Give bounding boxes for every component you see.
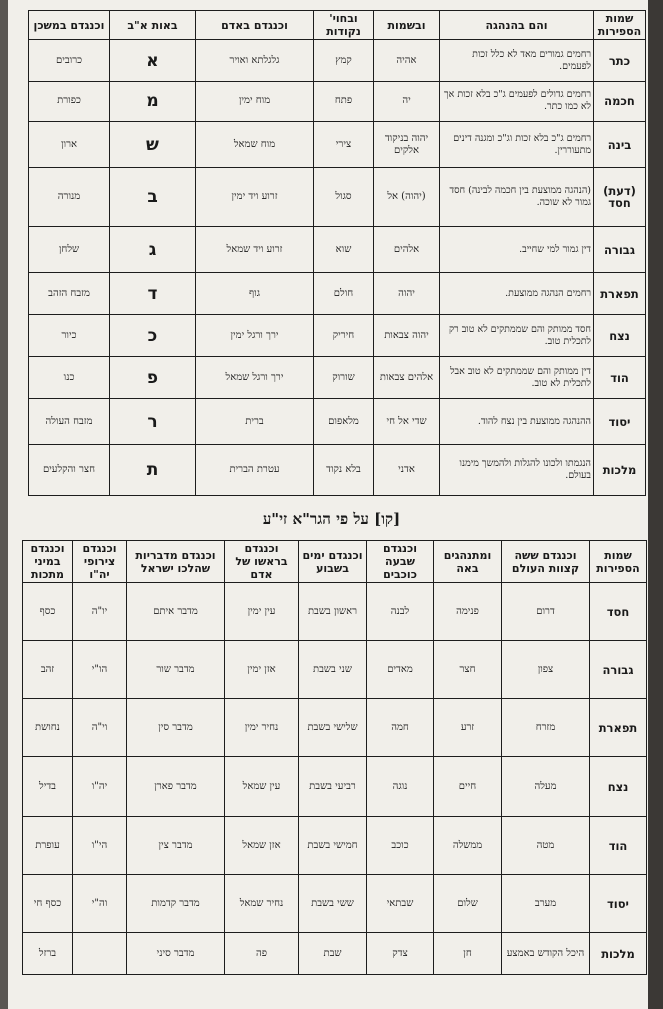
table2-cell: עין שמאל — [225, 757, 299, 817]
table1-cell: נצח — [594, 315, 646, 357]
table1-cell: ארון — [29, 121, 110, 167]
table-row — [29, 82, 646, 122]
table1-cell: חולם — [314, 273, 374, 315]
table2-cell: אזן שמאל — [225, 817, 299, 875]
table2-cell: מעלה — [502, 757, 590, 817]
table2-cell: כסף חי — [23, 875, 73, 933]
table2-cell: יסוד — [590, 875, 647, 933]
table1-cell: ת — [110, 445, 196, 496]
table-row — [29, 226, 646, 272]
table1-cell: דין ממותק והם שממתקים לא טוב אבל לתכלית לא טוב. — [440, 357, 594, 399]
table2-cell: זהב — [23, 641, 73, 699]
table-row — [23, 641, 647, 699]
table1-header-6: וכנגדם במשכן — [29, 11, 110, 40]
table2-header-8: וכנגדם במיני מתכות — [23, 541, 73, 583]
table2-cell: עופרת — [23, 817, 73, 875]
sefirot-correspondence-table — [22, 540, 647, 975]
table1-cell: אלהים צבאות — [374, 357, 440, 399]
table2-cell: נחיר ימין — [225, 699, 299, 757]
table2-cell: מדבר סין — [127, 699, 225, 757]
table1-cell: גבורה — [594, 226, 646, 272]
table1-cell: חסד ממותק והם שממתקים לא טוב רק לתכלית טוב. — [440, 315, 594, 357]
table-row — [23, 875, 647, 933]
table1-cell: יה — [374, 82, 440, 122]
table2-cell: שני בשבת — [299, 641, 367, 699]
table1-cell: בלא נקוד — [314, 445, 374, 496]
table1-cell: ד — [110, 273, 196, 315]
table1-cell: פתח — [314, 82, 374, 122]
table2-header-1: וכנגדם ששה קצוות העולם — [502, 541, 590, 583]
table1-cell: ההנהגה ממוצעת בין נצח להוד. — [440, 399, 594, 445]
table2-cell: חמישי בשבת — [299, 817, 367, 875]
table-row — [23, 757, 647, 817]
table2-cell: וי"ה — [73, 699, 127, 757]
table2-cell: נוגה — [367, 757, 434, 817]
table1-cell: מלאפום — [314, 399, 374, 445]
table2-cell: מלכות — [590, 933, 647, 975]
table2-header-2: ומתנהגים באה — [434, 541, 502, 583]
table1-cell: כ — [110, 315, 196, 357]
table1-cell: אהיה — [374, 40, 440, 82]
table1-cell: ירך ורגל שמאל — [196, 357, 314, 399]
table2-cell: מדבר צין — [127, 817, 225, 875]
table1-cell: רחמים הנהגה ממוצעת. — [440, 273, 594, 315]
table2-cell: שלישי בשבת — [299, 699, 367, 757]
table2-cell: גבורה — [590, 641, 647, 699]
table2-cell: מדבר קדמות — [127, 875, 225, 933]
table1-header-2: ובשמות — [374, 11, 440, 40]
table2-cell: שלום — [434, 875, 502, 933]
table-row — [29, 399, 646, 445]
table1-cell: א — [110, 40, 196, 82]
table2-cell: מטה — [502, 817, 590, 875]
table1-cell: חכמה — [594, 82, 646, 122]
table2-cell: חצר — [434, 641, 502, 699]
table2-header-6: וכנגדם מדבריות שהלכו ישראל — [127, 541, 225, 583]
table1-cell: מזבח הזהב — [29, 273, 110, 315]
table2-header-row — [23, 541, 647, 583]
table1-cell: ירך ורגל ימין — [196, 315, 314, 357]
table2-cell: צדק — [367, 933, 434, 975]
table1-cell: (הנהגה ממוצעת בין חכמה לבינה) חסד גמור לא שוכה. — [440, 168, 594, 227]
table2-cell: ראשון בשבת — [299, 583, 367, 641]
table2-header-4: וכנגדם ימים בשבוע — [299, 541, 367, 583]
table1-cell: כנו — [29, 357, 110, 399]
table1-cell: (יהוה) אל — [374, 168, 440, 227]
table2-cell — [73, 933, 127, 975]
table1-cell: כפורת — [29, 82, 110, 122]
table1-cell: שוא — [314, 226, 374, 272]
table2-cell: עין ימין — [225, 583, 299, 641]
table1-cell: סגול — [314, 168, 374, 227]
table1-cell: רחמים גמורים מאד לא כלל זכות לפעמים. — [440, 40, 594, 82]
table2-cell: חסד — [590, 583, 647, 641]
table-row — [29, 168, 646, 227]
table2-cell: חיים — [434, 757, 502, 817]
table1-cell: כיור — [29, 315, 110, 357]
table1-cell: שורוק — [314, 357, 374, 399]
table1-cell: מלכות — [594, 445, 646, 496]
table2-cell: הי"ו — [73, 817, 127, 875]
table2-cell: אזן ימין — [225, 641, 299, 699]
table2-cell: נצח — [590, 757, 647, 817]
table1-cell: ברית — [196, 399, 314, 445]
table-row — [23, 699, 647, 757]
table1-cell: הנגמתו ולכונו להגלות ולהמשך מימנו בעולם. — [440, 445, 594, 496]
table-row — [29, 273, 646, 315]
table1-cell: חצר והקלעים — [29, 445, 110, 496]
table1-cell: ש — [110, 121, 196, 167]
table2-cell: פנימה — [434, 583, 502, 641]
table2-cell: ממשלה — [434, 817, 502, 875]
table2-cell: מדבר איתם — [127, 583, 225, 641]
table1-cell: עטרת הברית — [196, 445, 314, 496]
table-row — [23, 583, 647, 641]
table1-cell: גלגלתא ואויר — [196, 40, 314, 82]
table2-cell: תפארת — [590, 699, 647, 757]
table2-cell: מערב — [502, 875, 590, 933]
table1-cell: רחמים ג"כ בלא זכות וג"כ ומגנה דינים מתעוררין. — [440, 121, 594, 167]
table2-cell: כוכב — [367, 817, 434, 875]
table1-cell: יהוה בניקוד אלקים — [374, 121, 440, 167]
table-row — [23, 817, 647, 875]
table1-cell: הוד — [594, 357, 646, 399]
table1-body — [29, 40, 646, 496]
table2-body — [23, 583, 647, 975]
table1-cell: ר — [110, 399, 196, 445]
table2-cell: כסף — [23, 583, 73, 641]
table2-cell: מדבר פארן — [127, 757, 225, 817]
table2-cell: רביעי בשבת — [299, 757, 367, 817]
table1-cell: ב — [110, 168, 196, 227]
table2-cell: חן — [434, 933, 502, 975]
table1-cell: זרוע ויד שמאל — [196, 226, 314, 272]
table1-cell: חיריק — [314, 315, 374, 357]
table1-cell: ג — [110, 226, 196, 272]
table2-header-5: וכנגדם בראשו של אדם — [225, 541, 299, 583]
table2-header-0: שמות הספירות — [590, 541, 647, 583]
table1-cell: אדני — [374, 445, 440, 496]
table2-cell: זרע — [434, 699, 502, 757]
table2-cell: פה — [225, 933, 299, 975]
table2-cell: דרום — [502, 583, 590, 641]
table1-cell: (דעת) חסד — [594, 168, 646, 227]
table1-cell: פ — [110, 357, 196, 399]
table2-cell: הו"י — [73, 641, 127, 699]
table1-cell: מזבח העולה — [29, 399, 110, 445]
table2-cell: שבת — [299, 933, 367, 975]
table1-cell: שלחן — [29, 226, 110, 272]
table2-cell: הוד — [590, 817, 647, 875]
table2-cell: היכל הקודש באמצע — [502, 933, 590, 975]
table2-cell: נחיר שמאל — [225, 875, 299, 933]
table2-header-3: וכנגדם שבעה כוכבים — [367, 541, 434, 583]
table1-header-1: והם בהנהגה — [440, 11, 594, 40]
table1-cell: כתר — [594, 40, 646, 82]
table2-cell: בדיל — [23, 757, 73, 817]
table2-cell: יה"ו — [73, 757, 127, 817]
table1-cell: קמץ — [314, 40, 374, 82]
section-caption: [קו] על פי הגר"א זי"ע — [262, 510, 401, 528]
table2-cell: מדבר שור — [127, 641, 225, 699]
table-row — [29, 357, 646, 399]
table2-cell: יו"ה — [73, 583, 127, 641]
table2-cell: שבתאי — [367, 875, 434, 933]
table2-cell: מאדים — [367, 641, 434, 699]
table-row — [29, 315, 646, 357]
table2-cell: צפון — [502, 641, 590, 699]
table1-cell: כרובים — [29, 40, 110, 82]
table1-cell: מנורה — [29, 168, 110, 227]
table1-cell: מוח שמאל — [196, 121, 314, 167]
table2-cell: חמה — [367, 699, 434, 757]
table2-cell: מדבר סיני — [127, 933, 225, 975]
table1-cell: צירי — [314, 121, 374, 167]
table1-cell: דין גמור למי שחייב. — [440, 226, 594, 272]
table-row — [23, 933, 647, 975]
table1-cell: זרוע ויד ימין — [196, 168, 314, 227]
table1-cell: בינה — [594, 121, 646, 167]
table2-cell: ברזל — [23, 933, 73, 975]
table1-cell: יהוה צבאות — [374, 315, 440, 357]
table2-cell: לבנה — [367, 583, 434, 641]
table-row — [29, 121, 646, 167]
table2-header-7: וכנגדם צירופי יה"ו — [73, 541, 127, 583]
table1-cell: יהוה — [374, 273, 440, 315]
table2-cell: נחושת — [23, 699, 73, 757]
table2-cell: וה"י — [73, 875, 127, 933]
table1-cell: מוח ימין — [196, 82, 314, 122]
table1-header-3: ובחוי' נקודות — [314, 11, 374, 40]
table1-cell: תפארת — [594, 273, 646, 315]
table2-cell: ששי בשבת — [299, 875, 367, 933]
table1-header-5: באות א"ב — [110, 11, 196, 40]
table1-cell: מ — [110, 82, 196, 122]
table1-cell: אלהים — [374, 226, 440, 272]
page-edge — [648, 0, 663, 1009]
table1-cell: רחמים גדולים לפעמים ג"כ בלא זכות אך לא כמו כתר. — [440, 82, 594, 122]
table1-header-row — [29, 11, 646, 40]
table-row — [29, 445, 646, 496]
sefirot-guidance-table — [28, 10, 646, 496]
table-row — [29, 40, 646, 82]
table1-cell: גוף — [196, 273, 314, 315]
table1-header-0: שמות הספירות — [594, 11, 646, 40]
table1-cell: שדי אל חי — [374, 399, 440, 445]
table2-cell: מזרח — [502, 699, 590, 757]
table1-cell: יסוד — [594, 399, 646, 445]
table1-header-4: וכנגדם באדם — [196, 11, 314, 40]
